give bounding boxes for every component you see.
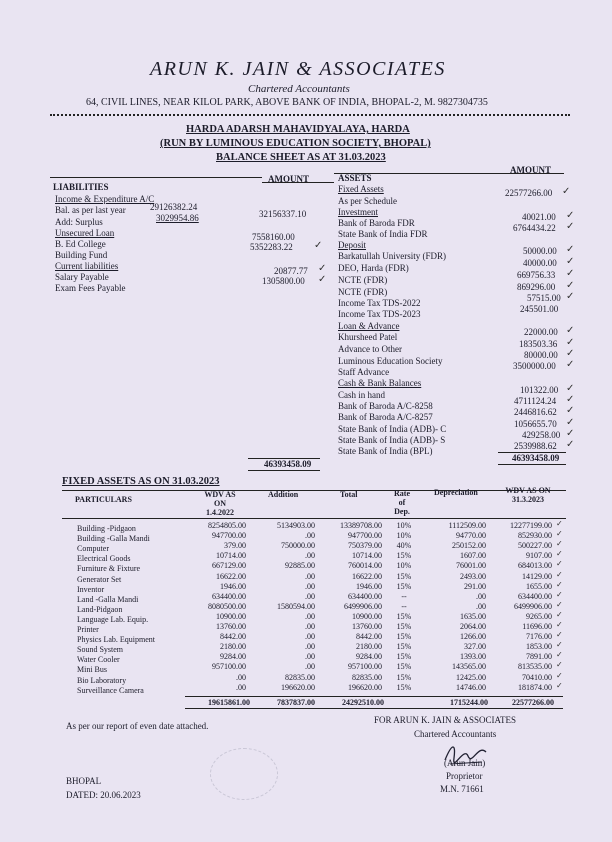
check-mark-icon: ✓ — [556, 670, 563, 680]
total-wdv-open: 19615861.00 — [208, 698, 250, 707]
row-addition: .00 — [305, 632, 315, 642]
row-rate: 15% — [396, 611, 412, 621]
khursheed-value: 22000.00 — [524, 327, 558, 337]
report-note: As per our report of even date attached. — [66, 721, 209, 731]
row-total: 957100.00 — [348, 662, 382, 672]
check-mark-icon: ✓ — [566, 348, 575, 359]
row-wdv-open: 8254805.00 — [208, 521, 246, 530]
check-mark-icon: ✓ — [566, 359, 575, 370]
row-wdv-open: 2180.00 — [220, 642, 246, 652]
letterhead-divider — [50, 114, 570, 116]
row-particular: Printer — [77, 625, 99, 634]
sbi-adb-s-value: 429258.00 — [522, 430, 561, 440]
row-wdv-open: 9284.00 — [220, 652, 246, 662]
row-particular: Mini Bus — [77, 665, 108, 675]
check-mark-icon: ✓ — [556, 680, 563, 690]
check-mark-icon: ✓ — [566, 268, 575, 279]
place: BHOPAL — [66, 776, 102, 786]
row-wdv-close: 7176.00 — [526, 632, 552, 642]
sheet-title: BALANCE SHEET AS AT 31.03.2023 — [216, 152, 386, 163]
liabilities-total: 46393458.09 — [264, 459, 312, 469]
bob-8258-label: Bank of Baroda A/C-8258 — [338, 401, 433, 411]
barkatullah-label: Barkatullah University (FDR) — [338, 251, 446, 261]
row-wdv-close: 70410.00 — [522, 672, 552, 682]
sbi-adb-s-label: State Bank of India (ADB)- S — [338, 435, 446, 445]
row-wdv-close: 11696.00 — [522, 622, 552, 631]
balance-last-year-value: 29126382.24 — [150, 202, 198, 212]
income-expenditure-label: Income & Expenditure A/C — [55, 194, 155, 204]
row-rate: 15% — [396, 682, 412, 692]
row-wdv-close: 12277199.00 — [510, 521, 552, 530]
row-total: 82835.00 — [352, 672, 382, 682]
row-particular: Sound System — [77, 645, 124, 655]
check-mark-icon: ✓ — [566, 210, 575, 221]
check-mark-icon: ✓ — [566, 383, 575, 394]
row-addition: .00 — [305, 581, 315, 591]
check-mark-icon: ✓ — [556, 660, 563, 670]
assets-heading: ASSETS — [338, 173, 372, 183]
assets-total: 46393458.09 — [512, 453, 560, 463]
row-particular: Inventor — [77, 584, 105, 594]
row-addition: .00 — [305, 622, 315, 631]
barkatullah-value: 50000.00 — [523, 246, 557, 256]
row-wdv-close: 9265.00 — [526, 611, 552, 621]
check-mark-icon: ✓ — [566, 221, 575, 232]
proprietor-label: Proprietor — [446, 771, 483, 781]
col-total: Total — [340, 490, 358, 499]
row-wdv-open: 947700.00 — [212, 531, 246, 541]
row-wdv-open: 8442.00 — [220, 632, 246, 642]
row-particular: Computer — [77, 544, 109, 554]
total-total: 24292510.00 — [342, 698, 384, 707]
ncte-fdr-1-label: NCTE (FDR) — [338, 275, 388, 285]
row-depreciation: 2493.00 — [460, 571, 486, 581]
row-total: 10900.00 — [352, 611, 382, 621]
salary-payable-value: 20877.77 — [274, 266, 308, 276]
row-rate: 15% — [396, 581, 412, 591]
check-mark-icon: ✓ — [556, 640, 563, 650]
as-per-schedule-value: 22577266.00 — [505, 188, 553, 198]
row-addition: 92885.00 — [285, 561, 315, 571]
row-addition: 196620.00 — [281, 682, 315, 692]
bob-8258-value: 4711124.24 — [514, 396, 557, 406]
row-rate: 15% — [396, 632, 412, 642]
tds-2022-value: 57515.00 — [527, 293, 561, 303]
row-total: 16622.00 — [352, 571, 382, 581]
check-mark-icon: ✓ — [566, 428, 575, 439]
check-mark-icon: ✓ — [318, 263, 327, 274]
row-depreciation: 1266.00 — [460, 632, 486, 642]
cash-bank-label: Cash & Bank Balances — [338, 378, 422, 388]
sbi-fdr-value: 6764434.22 — [513, 223, 556, 233]
row-particular: Language Lab. Equip. — [77, 614, 149, 624]
row-total: 760014.00 — [348, 561, 382, 571]
society-name: (RUN BY LUMINOUS EDUCATION SOCIETY, BHOPAL) — [160, 138, 431, 149]
row-wdv-open: 10900.00 — [216, 611, 246, 621]
row-rate: 10% — [396, 521, 412, 530]
check-mark-icon: ✓ — [566, 417, 575, 428]
row-total: 196620.00 — [348, 682, 382, 692]
row-total: 1946.00 — [356, 581, 382, 591]
check-mark-icon: ✓ — [556, 589, 563, 599]
row-depreciation: 1635.00 — [460, 611, 486, 621]
sbi-adb-c-label: State Bank of India (ADB)- C — [338, 424, 447, 434]
bed-college-label: B. Ed College — [55, 239, 106, 249]
row-depreciation: .00 — [476, 601, 486, 611]
col-addition: Addition — [268, 490, 299, 499]
row-particular: Building -Galla Mandi — [77, 534, 150, 544]
row-particular: Bio Laboratory — [77, 675, 127, 685]
col-rate: Rate of Dep. — [394, 489, 410, 516]
row-wdv-open: 16622.00 — [216, 571, 246, 581]
row-rate: 40% — [396, 541, 412, 551]
row-total: 6499906.00 — [344, 601, 382, 611]
dated: DATED: 20.06.2023 — [66, 790, 141, 800]
row-wdv-open: 10714.00 — [216, 551, 246, 561]
check-mark-icon: ✓ — [556, 559, 563, 569]
row-wdv-open: 1946.00 — [220, 581, 246, 591]
row-total: 2180.00 — [356, 642, 382, 652]
check-mark-icon: ✓ — [566, 337, 575, 348]
row-rate: 15% — [396, 571, 412, 581]
row-wdv-close: 813535.00 — [518, 662, 552, 672]
row-particular: Physics Lab. Equipment — [77, 635, 155, 645]
row-depreciation: 291.00 — [464, 581, 486, 591]
balance-last-year-label: Bal. as per last year — [55, 205, 126, 215]
advance-other-value: 183503.36 — [519, 339, 558, 349]
row-depreciation: 94770.00 — [456, 531, 486, 541]
row-total: 947700.00 — [348, 531, 382, 541]
check-mark-icon: ✓ — [556, 549, 563, 559]
salary-payable-label: Salary Payable — [55, 272, 109, 282]
row-particular: Generator Set — [77, 574, 122, 584]
row-depreciation: 1112509.00 — [448, 521, 486, 530]
row-wdv-open: 634400.00 — [212, 591, 246, 601]
check-mark-icon: ✓ — [556, 650, 563, 660]
check-mark-icon: ✓ — [556, 609, 563, 619]
row-rate: 15% — [396, 662, 412, 672]
sbi-adb-c-value: 1056655.70 — [514, 419, 557, 429]
row-addition: 1580594.00 — [277, 601, 315, 611]
row-wdv-close: 1853.00 — [526, 642, 552, 652]
row-addition: .00 — [305, 531, 315, 541]
liabilities-amount-heading: AMOUNT — [268, 174, 309, 184]
check-mark-icon: ✓ — [556, 579, 563, 589]
row-depreciation: 2064.00 — [460, 622, 486, 631]
tds-2022-label: Income Tax TDS-2022 — [338, 298, 421, 308]
row-total: 8442.00 — [356, 632, 382, 642]
assets-amount-heading: AMOUNT — [510, 165, 551, 175]
bed-college-value: 7558160.00 — [252, 232, 295, 242]
row-addition: 5134903.00 — [277, 521, 315, 530]
row-addition: .00 — [305, 591, 315, 601]
unsecured-loan-label: Unsecured Loan — [55, 228, 115, 238]
row-depreciation: 327.00 — [464, 642, 486, 652]
row-addition: .00 — [305, 611, 315, 621]
cash-in-hand-label: Cash in hand — [338, 390, 385, 400]
row-depreciation: 250152.00 — [452, 541, 486, 551]
row-particular: Building -Pidgaon — [77, 524, 136, 533]
deposit-label: Deposit — [338, 240, 366, 250]
row-rate: -- — [401, 591, 407, 601]
row-wdv-close: 1655.00 — [526, 581, 552, 591]
row-addition: .00 — [305, 642, 315, 652]
check-mark-icon: ✓ — [566, 256, 575, 267]
row-wdv-open: .00 — [236, 682, 246, 692]
liabilities-heading: LIABILITIES — [53, 182, 109, 192]
row-wdv-close: 6499906.00 — [514, 601, 552, 611]
row-rate: 15% — [396, 622, 412, 631]
row-rate: 10% — [396, 561, 412, 571]
row-addition: .00 — [305, 662, 315, 672]
as-per-schedule-label: As per Schedule — [338, 196, 397, 206]
advance-other-label: Advance to Other — [338, 344, 402, 354]
surplus-value: 3029954.86 — [156, 213, 199, 223]
row-particular: Electrical Goods — [77, 554, 131, 564]
row-wdv-close: 634400.00 — [518, 591, 552, 601]
check-mark-icon: ✓ — [566, 439, 575, 450]
bob-fdr-value: 40021.00 — [522, 212, 556, 222]
check-mark-icon: ✓ — [556, 569, 563, 579]
row-total: 634400.00 — [348, 591, 382, 601]
row-depreciation: 1393.00 — [460, 652, 486, 662]
row-rate: 15% — [396, 652, 412, 662]
loan-advance-label: Loan & Advance — [338, 321, 400, 331]
check-mark-icon: ✓ — [556, 630, 563, 640]
ncte-fdr-2-value: 869296.00 — [517, 282, 556, 292]
row-particular: Land -Galla Mandi — [77, 594, 139, 604]
row-rate: 15% — [396, 551, 412, 561]
row-wdv-close: 9107.00 — [526, 551, 552, 561]
check-mark-icon: ✓ — [566, 291, 575, 302]
firm-name: ARUN K. JAIN & ASSOCIATES — [150, 58, 446, 80]
row-addition: .00 — [305, 551, 315, 561]
row-wdv-open: .00 — [236, 672, 246, 682]
investment-label: Investment — [338, 207, 378, 217]
firm-subtitle: Chartered Accountants — [248, 83, 350, 95]
tds-2023-label: Income Tax TDS-2023 — [338, 309, 421, 319]
total-depreciation: 1715244.00 — [450, 698, 488, 707]
row-wdv-close: 500227.00 — [518, 541, 552, 551]
check-mark-icon: ✓ — [562, 186, 571, 197]
sbi-fdr-label: State Bank of India FDR — [338, 229, 428, 239]
deo-label: DEO, Harda (FDR) — [338, 263, 409, 273]
luminous-value: 80000.00 — [524, 350, 558, 360]
row-total: 13760.00 — [352, 622, 382, 631]
row-rate: 15% — [396, 672, 412, 682]
row-wdv-open: 8080500.00 — [208, 601, 246, 611]
col-depreciation: Depreciation — [434, 488, 478, 497]
row-wdv-close: 181874.00 — [518, 682, 552, 692]
building-fund-label: Building Fund — [55, 250, 108, 260]
col-particulars: PARTICULARS — [75, 495, 132, 504]
row-addition: 82835.00 — [285, 672, 315, 682]
exam-fees-label: Exam Fees Payable — [55, 283, 126, 293]
row-wdv-close: 7891.00 — [526, 652, 552, 662]
surplus-label: Add: Surplus — [55, 217, 103, 227]
fixed-assets-title: FIXED ASSETS AS ON 31.03.2023 — [62, 476, 220, 487]
row-wdv-close: 684013.00 — [518, 561, 552, 571]
check-mark-icon: ✓ — [566, 280, 575, 291]
building-fund-value: 5352283.22 — [250, 242, 293, 252]
row-addition: .00 — [305, 652, 315, 662]
khursheed-label: Khursheed Patel — [338, 332, 398, 342]
check-mark-icon: ✓ — [556, 539, 563, 549]
current-liabilities-label: Current liabilities — [55, 261, 119, 271]
check-mark-icon: ✓ — [556, 519, 563, 528]
exam-fees-value: 1305800.00 — [262, 276, 305, 286]
firm-address: 64, CIVIL LINES, NEAR KILOL PARK, ABOVE BANK OF INDIA, BHOPAL-2, M. 9827304735 — [86, 97, 488, 108]
row-rate: -- — [401, 601, 407, 611]
row-particular: Water Cooler — [77, 655, 120, 665]
bob-8257-label: Bank of Baroda A/C-8257 — [338, 412, 433, 422]
row-rate: 15% — [396, 642, 412, 652]
deo-value: 40000.00 — [523, 258, 557, 268]
check-mark-icon: ✓ — [566, 244, 575, 255]
row-addition: .00 — [305, 571, 315, 581]
sbi-bpl-label: State Bank of India (BPL) — [338, 446, 433, 456]
check-mark-icon: ✓ — [566, 325, 575, 336]
income-expenditure-total: 32156337.10 — [259, 209, 307, 219]
for-firm: FOR ARUN K. JAIN & ASSOCIATES — [374, 715, 517, 725]
row-depreciation: 14746.00 — [456, 682, 486, 692]
col-wdv-open: WDV AS ON 1.4.2022 — [204, 490, 236, 517]
row-total: 9284.00 — [356, 652, 382, 662]
sbi-bpl-value: 2539988.62 — [514, 441, 557, 451]
row-depreciation: 143565.00 — [452, 662, 486, 672]
staff-advance-value: 3500000.00 — [513, 361, 556, 371]
faded-stamp — [210, 748, 278, 800]
fixed-assets-label: Fixed Assets — [338, 184, 384, 194]
row-rate: 10% — [396, 531, 412, 541]
bob-8257-value: 2446816.62 — [514, 407, 557, 417]
staff-advance-label: Staff Advance — [338, 367, 390, 377]
row-total: 13389708.00 — [340, 521, 382, 530]
ncte-fdr-2-label: NCTE (FDR) — [338, 287, 388, 297]
bob-fdr-label: Bank of Baroda FDR — [338, 218, 415, 228]
row-depreciation: .00 — [476, 591, 486, 601]
footer-ca: Chartered Accountants — [414, 729, 497, 739]
membership-number: M.N. 71661 — [440, 784, 484, 794]
check-mark-icon: ✓ — [566, 394, 575, 405]
row-particular: Furniture & Fixture — [77, 564, 141, 574]
check-mark-icon: ✓ — [318, 274, 327, 285]
check-mark-icon: ✓ — [566, 405, 575, 416]
check-mark-icon: ✓ — [314, 240, 323, 251]
row-depreciation: 12425.00 — [456, 672, 486, 682]
row-wdv-open: 667129.00 — [212, 561, 246, 571]
signatory-name: (Arun Jain) — [444, 758, 486, 768]
check-mark-icon: ✓ — [556, 599, 563, 609]
luminous-label: Luminous Education Society — [338, 356, 443, 366]
row-depreciation: 76001.00 — [456, 561, 486, 571]
row-total: 10714.00 — [352, 551, 382, 561]
row-total: 750379.00 — [348, 541, 382, 551]
ncte-fdr-1-value: 669756.33 — [517, 270, 556, 280]
college-name: HARDA ADARSH MAHAVIDYALAYA, HARDA — [186, 124, 410, 135]
row-wdv-close: 852930.00 — [518, 531, 552, 541]
row-wdv-open: 957100.00 — [212, 662, 246, 672]
row-wdv-open: 379.00 — [224, 541, 246, 551]
check-mark-icon: ✓ — [556, 620, 563, 629]
tds-2023-value: 245501.00 — [520, 304, 559, 314]
check-mark-icon: ✓ — [556, 529, 563, 539]
row-wdv-open: 13760.00 — [216, 622, 246, 631]
col-wdv-close: WDV AS ON 31.3.2023 — [505, 486, 551, 504]
row-depreciation: 1607.00 — [460, 551, 486, 561]
total-addition: 7837837.00 — [277, 698, 315, 707]
row-wdv-close: 14129.00 — [522, 571, 552, 581]
total-wdv-close: 22577266.00 — [512, 698, 554, 707]
row-particular: Land-Pidgaon — [77, 604, 123, 614]
row-addition: 750000.00 — [281, 541, 315, 551]
row-particular: Surveillance Camera — [77, 685, 144, 695]
cash-in-hand-value: 101322.00 — [520, 385, 559, 395]
